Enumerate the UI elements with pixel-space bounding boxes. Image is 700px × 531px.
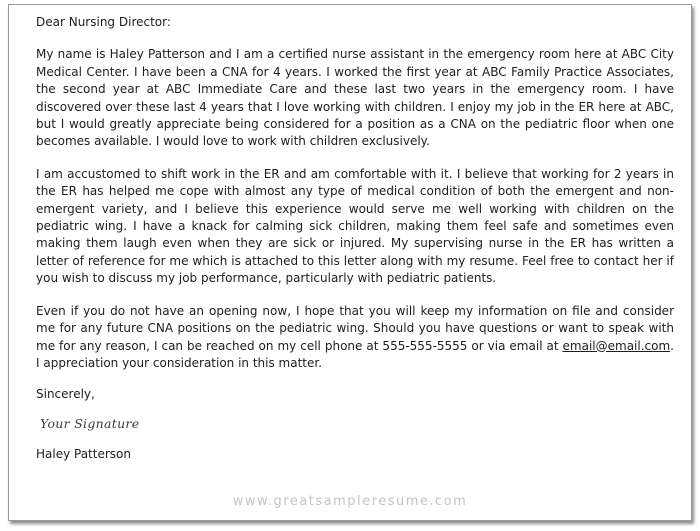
email-link[interactable]: email@email.com	[562, 338, 671, 353]
paragraph-contact-text-start: Even if you do not have an opening now, I hope that you will keep my information on file and consider me for any future CNA positions on the pediatric wing. Should you have questions or want to speak with me for any reason, I can be reached on my cell phone at 555-555-5555 or via email at	[36, 303, 674, 353]
paragraph-experience: I am accustomed to shift work in the ER and am comfortable with it. I believe that working for 2 years in the ER has helped me cope with almost any type of medical condition of both the emergent and non-emergent variety, and I believe this experience would serve me well working with children on the pediatric wing. I have a knack for calming sick children, making them feel safe and sometimes even making them laugh even when they are sick or injured. My supervising nurse in the ER has written a letter of reference for me which is attached to this letter along with my resume. Feel free to contact her if you wish to discuss my job performance, particularly with pediatric patients.	[36, 166, 674, 286]
letter-frame	[8, 4, 692, 521]
salutation: Dear Nursing Director:	[36, 15, 171, 29]
signature: Your Signature	[40, 415, 140, 431]
paragraph-contact	[36, 303, 674, 373]
paragraph-contact-text-end: . I appreciation your consideration in this matter.	[36, 338, 674, 370]
sender-name: Haley Patterson	[36, 447, 131, 462]
closing: Sincerely,	[36, 387, 95, 402]
watermark: www.greatsampleresume.com	[232, 494, 468, 509]
paragraph-introduction: My name is Haley Patterson and I am a certified nurse assistant in the emergency room here at ABC City Medical Center. I have been a CNA for 4 years. I worked the first year at ABC Family Practice Associates, the second year at ABC Immediate Care and these last two years in the emergency room. I have discovered over these last 4 years that I love working with children. I enjoy my job in the ER here at ABC, but I would greatly appreciate being considered for a position as a CNA on the pediatric floor when one becomes available. I would love to work with children exclusively.	[36, 47, 674, 149]
cover-letter	[36, 14, 674, 464]
